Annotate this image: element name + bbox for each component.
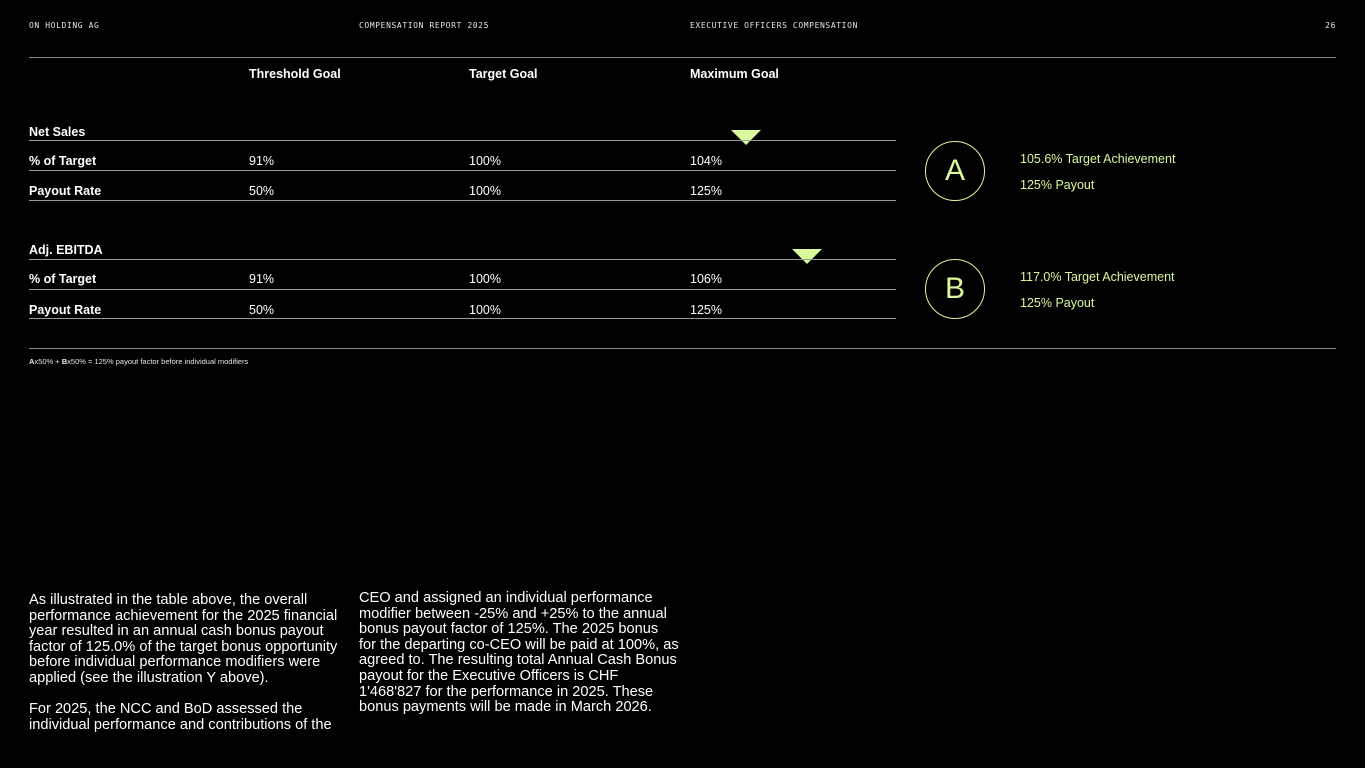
col-threshold-goal: Threshold Goal xyxy=(249,67,341,81)
footnote-a: A xyxy=(29,357,35,366)
cell-threshold: 91% xyxy=(249,154,275,168)
cell-threshold: 50% xyxy=(249,303,275,317)
marker-circle-b: B xyxy=(925,259,985,319)
footnote-a-weight: x50% + xyxy=(34,357,62,366)
row-divider xyxy=(29,259,896,260)
body-paragraph: For 2025, the NCC and BoD assessed the individual performance and contributions of the xyxy=(29,701,332,733)
body-column-1 xyxy=(29,593,349,749)
row-label-pct-target: % of Target xyxy=(29,272,97,286)
achievement-marker-a-icon xyxy=(731,130,761,145)
row-label-payout-rate: Payout Rate xyxy=(29,184,102,198)
cell-threshold: 91% xyxy=(249,272,275,286)
row-divider xyxy=(29,200,896,201)
marker-circle-a: A xyxy=(925,141,985,201)
payout-a: 125% Payout xyxy=(1020,178,1095,192)
row-divider xyxy=(29,318,896,319)
row-label-pct-target: % of Target xyxy=(29,154,97,168)
cell-maximum: 104% xyxy=(690,154,722,168)
body-paragraph: As illustrated in the table above, the overall performance achievement for the 2025 financial year resulted in an annual cash bonus payout factor of 125.0% of the target bonus opportunity before individual performance modifiers were applied (see the illustration Y above). xyxy=(29,592,338,686)
table-bottom-divider xyxy=(29,348,1336,349)
header-divider xyxy=(29,57,1336,58)
footnote-b-weight: x50% = 125% payout factor before individual modifiers xyxy=(67,357,249,366)
cell-maximum: 125% xyxy=(690,184,722,198)
cell-threshold: 50% xyxy=(249,184,275,198)
company-name: ON HOLDING AG xyxy=(29,21,100,30)
group-title-adj-ebitda: Adj. EBITDA xyxy=(29,243,103,257)
cell-target: 100% xyxy=(469,272,501,286)
row-divider xyxy=(29,140,896,141)
col-maximum-goal: Maximum Goal xyxy=(690,67,779,81)
body-column-2 xyxy=(359,591,679,731)
row-divider xyxy=(29,289,896,290)
achievement-marker-b-icon xyxy=(792,249,822,264)
row-divider xyxy=(29,170,896,171)
cell-maximum: 125% xyxy=(690,303,722,317)
cell-target: 100% xyxy=(469,303,501,317)
achievement-a: 105.6% Target Achievement xyxy=(1020,152,1176,166)
report-title: COMPENSATION REPORT 2025 xyxy=(359,21,489,30)
page-number: 26 xyxy=(1325,21,1336,30)
group-title-net-sales: Net Sales xyxy=(29,125,86,139)
cell-target: 100% xyxy=(469,154,501,168)
section-title: EXECUTIVE OFFICERS COMPENSATION xyxy=(690,21,858,30)
body-paragraph: CEO and assigned an individual performance modifier between -25% and +25% to the annual bonus payout factor of 125%. The 2025 bonus for the departing co-CEO will be paid at 100%, as agreed to. The resulting total Annual Cash Bonus payout for the Executive Officers is CHF 1'468'827 for the performance in 2025. These bonus payments will be made in March 2026. xyxy=(359,590,679,716)
footnote-b: B xyxy=(61,357,68,366)
payout-b: 125% Payout xyxy=(1020,296,1095,310)
cell-target: 100% xyxy=(469,184,501,198)
cell-maximum: 106% xyxy=(690,272,722,286)
row-label-payout-rate: Payout Rate xyxy=(29,303,102,317)
col-target-goal: Target Goal xyxy=(469,67,538,81)
achievement-b: 117.0% Target Achievement xyxy=(1020,270,1175,284)
footnote xyxy=(29,357,248,366)
